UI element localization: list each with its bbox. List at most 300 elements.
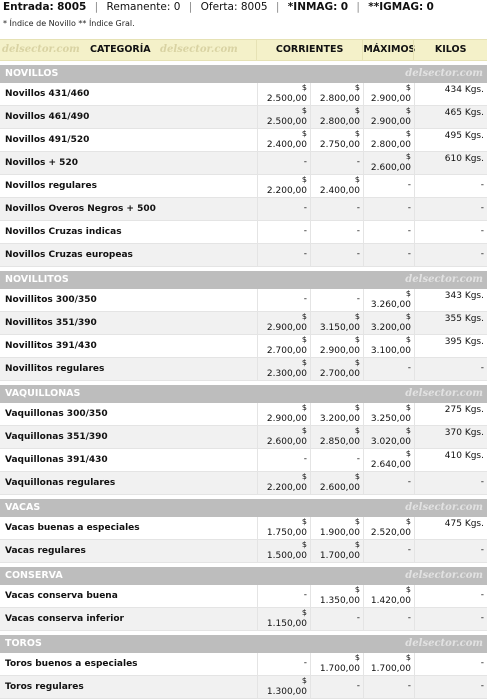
kilos-cell <box>414 472 487 494</box>
category-name: Novillitos 351/390 <box>5 318 97 328</box>
section-title-label: VACAS <box>5 502 41 513</box>
price-cell <box>310 289 363 311</box>
price-cell <box>310 449 363 471</box>
section-title <box>0 65 487 83</box>
empty-dash: - <box>407 545 411 555</box>
empty-dash: - <box>303 157 307 167</box>
price-cell <box>310 244 363 266</box>
watermark-logo: delsector.com <box>405 570 483 581</box>
price-cell <box>363 221 414 243</box>
price-cell <box>310 129 363 151</box>
price-value: 2.800,00 <box>319 94 360 104</box>
price-value: 1.350,00 <box>319 596 360 606</box>
empty-dash: - <box>303 226 307 236</box>
kilos-value: 355 Kgs. <box>444 314 484 324</box>
currency-symbol: $ <box>405 403 411 412</box>
price-cell <box>363 129 414 151</box>
table-row <box>0 653 487 676</box>
currency-symbol: $ <box>405 335 411 344</box>
price-value: 1.420,00 <box>370 596 411 606</box>
price-cell <box>257 403 310 425</box>
currency-symbol: $ <box>405 653 411 662</box>
price-value: 2.200,00 <box>266 186 307 196</box>
watermark-logo: delsector.com <box>405 638 483 649</box>
empty-dash: - <box>480 363 484 373</box>
empty-dash: - <box>480 681 484 691</box>
kilos-cell <box>414 175 487 197</box>
currency-symbol: $ <box>354 106 360 115</box>
price-cell <box>310 358 363 380</box>
price-value: 2.700,00 <box>266 346 307 356</box>
header-maximos: MÁXIMOS <box>362 40 413 60</box>
category-name: Novillos 491/520 <box>5 135 90 145</box>
price-value: 2.640,00 <box>370 460 411 470</box>
category-name: Novillos 461/490 <box>5 112 90 122</box>
empty-dash: - <box>356 681 360 691</box>
summary-bar <box>0 0 487 16</box>
currency-symbol: $ <box>354 426 360 435</box>
table-row <box>0 83 487 106</box>
currency-symbol: $ <box>405 83 411 92</box>
kilos-value: 465 Kgs. <box>444 108 484 118</box>
kilos-cell <box>414 358 487 380</box>
price-cell <box>257 152 310 174</box>
category-name: Novillos Overos Negros + 500 <box>5 204 156 214</box>
currency-symbol: $ <box>354 335 360 344</box>
empty-dash: - <box>480 203 484 213</box>
section-toros <box>0 635 487 699</box>
price-value: 2.300,00 <box>266 369 307 379</box>
price-value: 2.750,00 <box>319 140 360 150</box>
table-row <box>0 244 487 267</box>
price-cell <box>310 221 363 243</box>
price-cell <box>363 358 414 380</box>
category-name: Novillitos 391/430 <box>5 341 97 351</box>
header-categoria-label: CATEGORÍA <box>90 44 151 55</box>
index-note: * Índice de Novillo ** Índice Gral. <box>3 19 135 28</box>
empty-dash: - <box>356 454 360 464</box>
price-cell <box>257 244 310 266</box>
kilos-cell <box>414 221 487 243</box>
empty-dash: - <box>356 613 360 623</box>
price-cell <box>363 608 414 630</box>
price-cell <box>310 312 363 334</box>
kilos-cell <box>414 426 487 448</box>
table-row <box>0 426 487 449</box>
kilos-cell <box>414 517 487 539</box>
kilos-cell <box>414 540 487 562</box>
price-cell <box>310 608 363 630</box>
empty-dash: - <box>303 203 307 213</box>
empty-dash: - <box>303 658 307 668</box>
currency-symbol: $ <box>301 426 307 435</box>
price-value: 3.250,00 <box>370 414 411 424</box>
inmag-label: *INMAG: <box>287 1 338 13</box>
currency-symbol: $ <box>354 358 360 367</box>
price-cell <box>310 676 363 698</box>
price-cell <box>257 198 310 220</box>
price-value: 2.850,00 <box>319 437 360 447</box>
price-cell <box>363 403 414 425</box>
currency-symbol: $ <box>301 312 307 321</box>
price-value: 3.100,00 <box>370 346 411 356</box>
kilos-cell <box>414 312 487 334</box>
table-row <box>0 540 487 563</box>
header-corrientes: CORRIENTES <box>256 40 363 60</box>
currency-symbol: $ <box>405 289 411 298</box>
empty-dash: - <box>480 226 484 236</box>
separator: | <box>356 1 360 13</box>
price-value: 1.150,00 <box>266 619 307 629</box>
price-cell <box>257 83 310 105</box>
price-cell <box>363 83 414 105</box>
section-vacas <box>0 499 487 563</box>
empty-dash: - <box>480 613 484 623</box>
price-cell <box>257 289 310 311</box>
empty-dash: - <box>407 477 411 487</box>
kilos-cell <box>414 608 487 630</box>
category-name: Vaquillonas 351/390 <box>5 432 108 442</box>
price-cell <box>310 403 363 425</box>
price-cell <box>257 335 310 357</box>
price-value: 3.150,00 <box>319 323 360 333</box>
price-value: 2.500,00 <box>266 117 307 127</box>
section-title <box>0 567 487 585</box>
table-row <box>0 449 487 472</box>
price-cell <box>310 517 363 539</box>
empty-dash: - <box>303 590 307 600</box>
entrada-value: 8005 <box>57 1 87 13</box>
table-row <box>0 106 487 129</box>
empty-dash: - <box>356 249 360 259</box>
header-categoria <box>0 40 256 60</box>
table-row <box>0 289 487 312</box>
price-value: 2.600,00 <box>370 163 411 173</box>
price-value: 2.400,00 <box>319 186 360 196</box>
section-title-label: VAQUILLONAS <box>5 388 81 399</box>
category-name: Novillitos regulares <box>5 364 105 374</box>
empty-dash: - <box>480 477 484 487</box>
empty-dash: - <box>480 180 484 190</box>
watermark-logo: delsector.com <box>405 388 483 399</box>
category-name: Novillos regulares <box>5 181 97 191</box>
watermark-logo: delsector.com <box>405 274 483 285</box>
price-cell <box>257 517 310 539</box>
category-name: Novillos 431/460 <box>5 89 90 99</box>
price-cell <box>257 426 310 448</box>
price-value: 2.600,00 <box>266 437 307 447</box>
price-value: 1.500,00 <box>266 551 307 561</box>
kilos-value: 434 Kgs. <box>444 85 484 95</box>
price-cell <box>363 244 414 266</box>
price-cell <box>310 152 363 174</box>
price-value: 2.800,00 <box>370 140 411 150</box>
price-value: 2.500,00 <box>266 94 307 104</box>
kilos-cell <box>414 403 487 425</box>
table-row <box>0 152 487 175</box>
table-row <box>0 585 487 608</box>
category-name: Vacas conserva inferior <box>5 614 124 624</box>
price-cell <box>363 335 414 357</box>
empty-dash: - <box>407 363 411 373</box>
kilos-value: 370 Kgs. <box>444 428 484 438</box>
table-row <box>0 175 487 198</box>
category-name: Toros buenos a especiales <box>5 659 138 669</box>
price-value: 2.520,00 <box>370 528 411 538</box>
currency-symbol: $ <box>405 449 411 458</box>
currency-symbol: $ <box>354 472 360 481</box>
table-row <box>0 403 487 426</box>
currency-symbol: $ <box>301 106 307 115</box>
empty-dash: - <box>480 249 484 259</box>
category-name: Toros regulares <box>5 682 84 692</box>
price-value: 2.900,00 <box>266 414 307 424</box>
currency-symbol: $ <box>354 129 360 138</box>
empty-dash: - <box>303 294 307 304</box>
currency-symbol: $ <box>301 175 307 184</box>
currency-symbol: $ <box>354 175 360 184</box>
section-title <box>0 635 487 653</box>
section-title-label: NOVILLITOS <box>5 274 69 285</box>
price-value: 2.900,00 <box>319 346 360 356</box>
kilos-value: 343 Kgs. <box>444 291 484 301</box>
price-cell <box>310 653 363 675</box>
remanente-value: 0 <box>173 1 181 13</box>
price-cell <box>310 585 363 607</box>
watermark-logo: delsector.com <box>405 502 483 513</box>
table-row <box>0 198 487 221</box>
category-name: Vacas regulares <box>5 546 86 556</box>
currency-symbol: $ <box>354 517 360 526</box>
category-name: Vacas conserva buena <box>5 591 118 601</box>
empty-dash: - <box>356 226 360 236</box>
empty-dash: - <box>407 226 411 236</box>
currency-symbol: $ <box>301 335 307 344</box>
currency-symbol: $ <box>301 608 307 617</box>
currency-symbol: $ <box>354 403 360 412</box>
category-name: Vaquillonas 391/430 <box>5 455 108 465</box>
empty-dash: - <box>356 157 360 167</box>
entrada-label: Entrada: <box>3 1 54 13</box>
empty-dash: - <box>356 203 360 213</box>
kilos-cell <box>414 129 487 151</box>
empty-dash: - <box>480 590 484 600</box>
kilos-cell <box>414 83 487 105</box>
price-cell <box>363 289 414 311</box>
price-value: 3.200,00 <box>319 414 360 424</box>
category-name: Novillos Cruzas europeas <box>5 250 133 260</box>
currency-symbol: $ <box>301 517 307 526</box>
separator: | <box>94 1 99 13</box>
watermark-logo: delsector.com <box>405 68 483 79</box>
price-cell <box>310 175 363 197</box>
price-value: 2.200,00 <box>266 483 307 493</box>
section-title <box>0 499 487 517</box>
kilos-cell <box>414 198 487 220</box>
price-value: 3.200,00 <box>370 323 411 333</box>
price-cell <box>310 83 363 105</box>
category-name: Vaquillonas 300/350 <box>5 409 108 419</box>
price-cell <box>363 472 414 494</box>
separator: | <box>188 1 193 13</box>
header-kilos: KILOS <box>413 40 487 60</box>
currency-symbol: $ <box>354 312 360 321</box>
section-title <box>0 385 487 403</box>
price-value: 3.020,00 <box>370 437 411 447</box>
price-cell <box>363 426 414 448</box>
kilos-value: 410 Kgs. <box>444 451 484 461</box>
price-cell <box>257 676 310 698</box>
currency-symbol: $ <box>405 426 411 435</box>
empty-dash: - <box>407 180 411 190</box>
price-cell <box>363 676 414 698</box>
empty-dash: - <box>407 203 411 213</box>
kilos-cell <box>414 152 487 174</box>
currency-symbol: $ <box>405 585 411 594</box>
price-cell <box>257 129 310 151</box>
price-value: 1.700,00 <box>319 551 360 561</box>
section-conserva <box>0 567 487 631</box>
table-row <box>0 312 487 335</box>
price-cell <box>257 585 310 607</box>
table-row <box>0 221 487 244</box>
kilos-value: 275 Kgs. <box>444 405 484 415</box>
empty-dash: - <box>480 545 484 555</box>
price-value: 1.700,00 <box>319 664 360 674</box>
kilos-cell <box>414 106 487 128</box>
currency-symbol: $ <box>301 540 307 549</box>
kilos-cell <box>414 449 487 471</box>
kilos-cell <box>414 289 487 311</box>
price-cell <box>363 152 414 174</box>
category-name: Novillos Cruzas indicas <box>5 227 122 237</box>
empty-dash: - <box>356 294 360 304</box>
section-novillitos <box>0 271 487 381</box>
price-cell <box>257 449 310 471</box>
price-cell <box>257 653 310 675</box>
price-cell <box>363 106 414 128</box>
price-value: 2.900,00 <box>370 117 411 127</box>
currency-symbol: $ <box>354 540 360 549</box>
table-row <box>0 358 487 381</box>
price-cell <box>257 312 310 334</box>
empty-dash: - <box>480 658 484 668</box>
price-cell <box>310 540 363 562</box>
inmag-value: 0 <box>340 1 349 13</box>
category-name: Novillos + 520 <box>5 158 78 168</box>
currency-symbol: $ <box>301 129 307 138</box>
empty-dash: - <box>303 249 307 259</box>
price-cell <box>257 175 310 197</box>
separator: | <box>275 1 280 13</box>
price-value: 3.260,00 <box>370 300 411 310</box>
kilos-cell <box>414 653 487 675</box>
price-cell <box>257 608 310 630</box>
table-row <box>0 517 487 540</box>
table-row <box>0 129 487 152</box>
price-value: 2.800,00 <box>319 117 360 127</box>
price-cell <box>257 358 310 380</box>
price-table <box>0 65 487 699</box>
section-novillos <box>0 65 487 267</box>
kilos-value: 395 Kgs. <box>444 337 484 347</box>
price-cell <box>310 472 363 494</box>
kilos-value: 475 Kgs. <box>444 519 484 529</box>
empty-dash: - <box>407 249 411 259</box>
kilos-cell <box>414 585 487 607</box>
category-name: Novillitos 300/350 <box>5 295 97 305</box>
currency-symbol: $ <box>405 129 411 138</box>
price-value: 1.900,00 <box>319 528 360 538</box>
empty-dash: - <box>303 454 307 464</box>
currency-symbol: $ <box>301 676 307 685</box>
kilos-value: 495 Kgs. <box>444 131 484 141</box>
price-cell <box>363 517 414 539</box>
table-row <box>0 676 487 699</box>
price-value: 2.900,00 <box>266 323 307 333</box>
price-cell <box>363 540 414 562</box>
section-title-label: NOVILLOS <box>5 68 59 79</box>
currency-symbol: $ <box>354 653 360 662</box>
kilos-cell <box>414 244 487 266</box>
price-cell <box>363 449 414 471</box>
kilos-value: 610 Kgs. <box>444 154 484 164</box>
currency-symbol: $ <box>405 517 411 526</box>
price-cell <box>363 198 414 220</box>
price-cell <box>363 312 414 334</box>
section-title <box>0 271 487 289</box>
price-value: 2.600,00 <box>319 483 360 493</box>
table-header <box>0 39 487 61</box>
category-name: Vacas buenas a especiales <box>5 523 140 533</box>
igmag-value: 0 <box>426 1 434 13</box>
price-cell <box>257 106 310 128</box>
currency-symbol: $ <box>405 106 411 115</box>
price-value: 1.700,00 <box>370 664 411 674</box>
price-cell <box>363 585 414 607</box>
currency-symbol: $ <box>354 585 360 594</box>
table-row <box>0 335 487 358</box>
price-value: 1.300,00 <box>266 687 307 697</box>
currency-symbol: $ <box>301 472 307 481</box>
watermark-logo: delsector.com <box>160 44 238 55</box>
price-cell <box>310 426 363 448</box>
price-value: 2.700,00 <box>319 369 360 379</box>
price-cell <box>257 472 310 494</box>
section-vaquillonas <box>0 385 487 495</box>
currency-symbol: $ <box>301 358 307 367</box>
empty-dash: - <box>407 613 411 623</box>
kilos-cell <box>414 335 487 357</box>
price-cell <box>257 221 310 243</box>
price-cell <box>363 653 414 675</box>
price-cell <box>310 335 363 357</box>
currency-symbol: $ <box>405 312 411 321</box>
remanente-label: Remanente: <box>106 1 171 13</box>
section-title-label: TOROS <box>5 638 42 649</box>
currency-symbol: $ <box>301 403 307 412</box>
igmag-label: **IGMAG: <box>368 1 424 13</box>
currency-symbol: $ <box>405 152 411 161</box>
price-cell <box>310 106 363 128</box>
section-title-label: CONSERVA <box>5 570 63 581</box>
price-cell <box>310 198 363 220</box>
empty-dash: - <box>407 681 411 691</box>
category-name: Vaquillonas regulares <box>5 478 116 488</box>
table-row <box>0 608 487 631</box>
currency-symbol: $ <box>301 83 307 92</box>
table-row <box>0 472 487 495</box>
